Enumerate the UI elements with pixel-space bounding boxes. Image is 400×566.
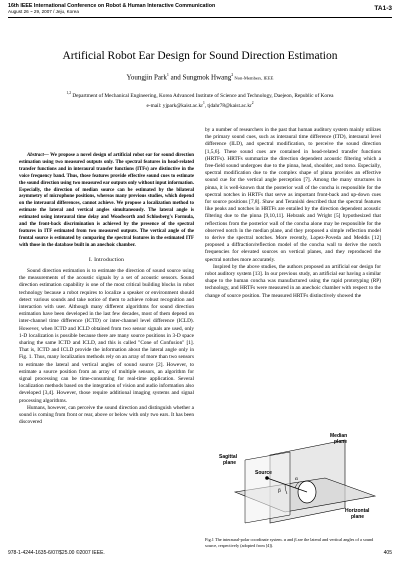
- email-1-sup: 1: [202, 101, 205, 106]
- label-source: Source: [255, 470, 272, 476]
- label-horizontal: Horizontal: [345, 508, 370, 514]
- email-2-sup: 2: [251, 101, 254, 106]
- page-number: 405: [383, 550, 392, 556]
- email-1: e-mail: yjpark@kaist.ac.kr: [146, 102, 203, 109]
- affiliation: [20, 90, 380, 110]
- author-1: Youngjin Park: [126, 73, 167, 82]
- coordinate-system-figure: [215, 430, 385, 535]
- author-1-sup: 1: [166, 72, 169, 77]
- author-membership: Non-Members, IEEE: [233, 75, 274, 81]
- page-footer: [8, 550, 392, 556]
- right-column: [205, 127, 381, 300]
- conference-header: [8, 3, 392, 15]
- affiliation-line-1: Department of Mechanical Engineering, Korea Advanced Institute of Science and Technology, Daejeon, Republic of Korea: [71, 92, 334, 99]
- sagittal-plane-shape: [245, 452, 290, 523]
- affiliation-sup: 1,2: [66, 91, 72, 95]
- label-beta: β: [278, 488, 281, 494]
- author-line: [0, 72, 400, 81]
- email-2: , tjdahr78@kaist.ac.kr: [204, 102, 252, 109]
- isbn-copyright: 978-1-4244-1635-6/07/$25.00 ©2007 IEEE.: [8, 550, 105, 556]
- right-paragraph-1: by a number of researchers in the past that human auditory system mainly utilizes the primary sound cues, such as interaural time difference (ITD), interaural level difference (ILD), and spectral modification, to perceive the sound direction [1,5,6]. These sound cues are contained in head-related transfer functions (HRTFs). HRTFs summarize the direction dependent acoustic filtering which a free-field sound undergoes due to the pinna, head, shoulder, and torso. Especially, spectral modification due to the complex shape of pinna provides an effective sound cue for the vertical angle perception [7]. Among the many structures in pinna, it is well-known that the posterior wall of the concha is responsible for the spectral notches in HRTFs that serve as important front-back and up-down cues for source positions [7,8]. Shaw and Teranishi described that the spectral features like peaks and notches in HRTFs are entailed by the direction dependent acoustic filtering due to the pinna [9,10,11]. Hebrank and Wright [5] hypothesized that reflections from the posterior wall of the concha alone may be responsible for the observed notch in the median plane, and they proposed a simple reflection model to derive the spectral notches. More recently, Lopez-Poveda and Meddis [12] proposed a diffraction/reflection model of the concha wall to derive the notch frequencies for elevated sources on vertical planes, and they reproduced the spectral notches more accurately.: [205, 127, 381, 263]
- conference-date-place: August 26 ~ 29, 2007 / Jeju, Korea: [8, 9, 79, 14]
- abstract-text: — We propose a novel design of artificial robot ear for sound direction estimation using two measured outputs only. The spectral features in head-related transfer functions and in interaural transfer functions (ITFs) are distinctive in the voice frequency band. Thus, those features provide effective sound cues to estimate the sound direction using two measured ear outputs only without input information. Especially, the direction of median source can be estimated by the bilateral asymmetry of microphone positions, whereas many previous studies, which depend on the interaural differences, cannot achieve. We propose a localization method to estimate the lateral and vertical angles simultaneously. The lateral angle is estimated using interaural time delay and Woodworth and Schlosberg's Formula, and the front-back discrimination is achieved by the presence of the spectral features in ITF estimated from two measured outputs. The vertical angle of the frontal source is estimated by comparing the spectral features in the estimated ITF with those in the database built in an anechoic chamber.: [19, 153, 195, 248]
- intro-paragraph-2: Humans, however, can perceive the sound direction and distinguish whether a sound is coming from front or rear, above or below with only two ears. It has been discovered: [19, 404, 194, 426]
- header-rule: [8, 17, 392, 18]
- label-sagittal-2: plane: [223, 460, 237, 466]
- label-alpha: α: [295, 476, 298, 482]
- abstract: [19, 153, 194, 250]
- right-paragraph-2: Inspired by the above studies, the authors proposed an artificial ear design for robot auditory system [13]. In our previous study, an artificial ear having a similar shape to the human concha was manufactured using the rapid prototyping (RP) technology, and HRTFs were measured in an anechoic chamber with respect to the change of source position. The measured HRTFs distinctively showed the: [205, 263, 381, 299]
- label-horizontal-2: plane: [351, 514, 365, 520]
- paper-title: Artificial Robot Ear Design for Sound Direction Estimation: [62, 50, 338, 62]
- intro-paragraph-1: Sound direction estimation is to estimate the direction of sound source using the measurements of the acoustic signals by a set of acoustic sensors. Sound direction estimation capability is one of the most critical building blocks in robot technology because a robot requires to localize a speaker or environment should detect various sounds and take notice of them to achieve robust recognition and interaction with user. Although many different algorithms for sound direction estimation have been developed in the last few decades, most of them depend on inter-channel time difference (ICTD) or inter-channel level difference (ICLD). However, when ICTD and ICLD obtained from two sensor signals are used, only 1-D localization is possible because there are many source positions in 3-D space sharing the same ICTD and ICLD, and this is called "Cone of Confusion" [1]. That is, ICTD and ICLD provide the information about the lateral angle only in Fig. 1. Thus, many localization methods rely on an array of more than two sensors to estimate the lateral and vertical angles of sound source [2]. However, to estimate a source position from an array of multiple sensors, an algorithm for signal processing can be time-consuming for real-time application. Several localization methods based on the integration of vision and audio information also developed [3,4]. However, those require additional imaging systems and signal processing algorithms.: [19, 267, 194, 404]
- figure-caption: Fig.1 The interaural-polar coordinate system. α and β are the lateral and vertical angles of a sound source, respectively (adopted from [4]).: [205, 537, 374, 548]
- conference-name: 16th IEEE International Conference on Robot & Human Interactive Communication: [8, 3, 216, 9]
- session-code: TA1-3: [374, 5, 392, 12]
- source-point: [265, 476, 269, 480]
- section-heading-introduction: I. Introduction: [88, 256, 125, 263]
- label-median-2: plane: [334, 439, 348, 445]
- abstract-label: Abstract: [27, 153, 44, 158]
- author-2-sup: 2: [231, 72, 234, 77]
- author-2: and Sungmok Hwang: [168, 73, 232, 82]
- label-median: Median: [330, 433, 348, 439]
- left-column: [19, 153, 194, 426]
- label-sagittal: Sagittal: [219, 454, 238, 460]
